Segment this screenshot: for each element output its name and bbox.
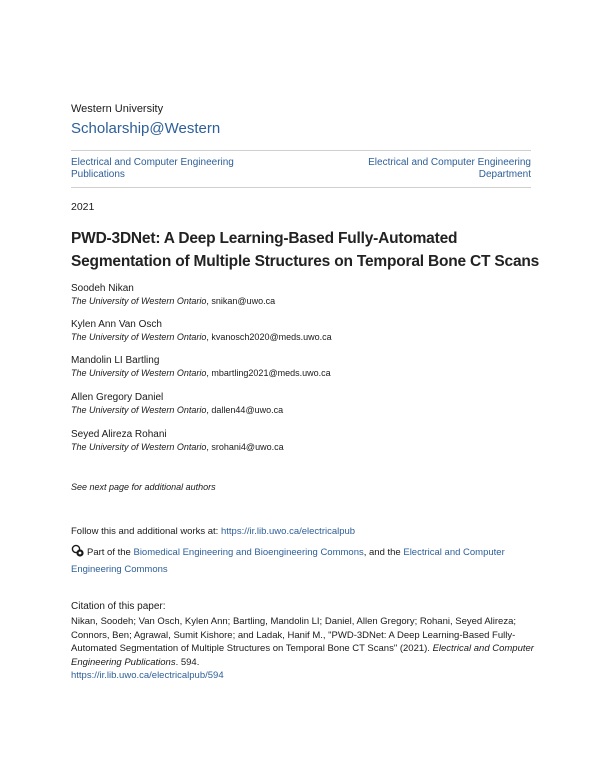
author-affiliation: The University of Western Ontario, kvanosch2020@meds.uwo.ca: [71, 332, 332, 342]
citation-series: Electrical and Computer Engineering Publications: [71, 643, 534, 668]
author-name: Mandolin LI Bartling: [71, 355, 160, 366]
affiliation-text: The University of Western Ontario: [71, 332, 207, 342]
author-name: Allen Gregory Daniel: [71, 392, 164, 403]
affiliation-text: The University of Western Ontario: [71, 368, 207, 378]
citation-text: Nikan, Soodeh; Van Osch, Kylen Ann; Bartling, Mandolin LI; Daniel, Allen Gregory; Rohani, Seyed Alireza; Connors, Ben; Agrawal, Sumit Kishore; and Ladak, Hanif M., "PWD-3DNet: A Deep Learning-Based Fully-Automated Segmentation of Multiple Structures on Temporal Bone CT Scans" (2021).: [71, 616, 516, 654]
follow-link[interactable]: https://ir.lib.uwo.ca/electricalpub: [220, 526, 356, 537]
commons-link-biomedical[interactable]: Biomedical Engineering and Bioengineering Commons: [133, 547, 364, 558]
part-of-line: [71, 544, 541, 578]
part-of-middle: , and the: [363, 547, 401, 558]
collection-link-department[interactable]: Electrical and Computer Engineering Department: [368, 157, 531, 180]
author-email: kvanosch2020@meds.uwo.ca: [211, 332, 332, 342]
university-name: Western University: [71, 103, 164, 115]
citation-body: [71, 615, 541, 683]
author-name: Soodeh Nikan: [71, 283, 134, 294]
repository-link[interactable]: Scholarship@Western: [71, 120, 221, 137]
citation-link[interactable]: https://ir.lib.uwo.ca/electricalpub/594: [71, 670, 224, 681]
author-name: Kylen Ann Van Osch: [71, 319, 162, 330]
author-email: srohani4@uwo.ca: [211, 442, 284, 452]
citation-number: . 594.: [175, 656, 200, 668]
author-affiliation: The University of Western Ontario, dallen44@uwo.ca: [71, 405, 284, 415]
affiliation-text: The University of Western Ontario: [71, 442, 207, 452]
citation-heading: Citation of this paper:: [71, 601, 166, 612]
author-affiliation: The University of Western Ontario, srohani4@uwo.ca: [71, 442, 284, 452]
divider: [71, 150, 531, 151]
commons-link-electrical[interactable]: Electrical and Computer Engineering Commons: [71, 547, 505, 575]
affiliation-text: The University of Western Ontario: [71, 296, 207, 306]
follow-line: [71, 526, 355, 537]
part-of-prefix: Part of the: [87, 547, 131, 558]
paper-title: PWD-3DNet: A Deep Learning-Based Fully-Automated Segmentation of Multiple Structures on Temporal Bone CT Scans: [71, 230, 540, 270]
author-entry: [71, 318, 531, 344]
author-name: Seyed Alireza Rohani: [71, 429, 167, 440]
author-affiliation: The University of Western Ontario, mbartling2021@meds.uwo.ca: [71, 368, 331, 378]
author-entry: [71, 282, 531, 308]
author-entry: [71, 428, 531, 454]
author-affiliation: The University of Western Ontario, snikan@uwo.ca: [71, 296, 276, 306]
publication-year: 2021: [71, 201, 95, 213]
affiliation-text: The University of Western Ontario: [71, 405, 207, 415]
author-email: dallen44@uwo.ca: [211, 405, 284, 415]
author-email: mbartling2021@meds.uwo.ca: [211, 368, 331, 378]
author-email: snikan@uwo.ca: [211, 296, 276, 306]
author-entry: [71, 354, 531, 380]
collection-link-publications[interactable]: Electrical and Computer Engineering Publications: [71, 157, 234, 180]
follow-text: Follow this and additional works at:: [71, 526, 219, 537]
commons-icon: [71, 544, 85, 558]
divider: [71, 187, 531, 188]
additional-authors-note: See next page for additional authors: [71, 482, 216, 492]
author-entry: [71, 391, 531, 417]
